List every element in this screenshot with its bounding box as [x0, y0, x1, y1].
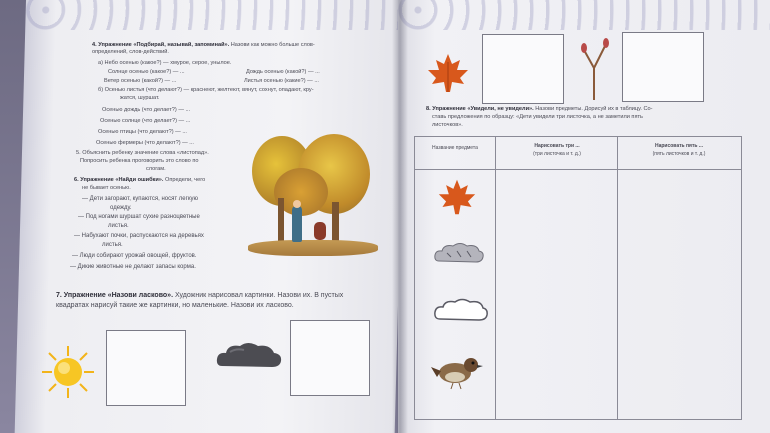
ex6-item5: — Дикие животные не делают запасы корма. — [70, 264, 196, 270]
autumn-trees-illustration — [248, 128, 378, 258]
table-header-name: Название предмета — [432, 145, 478, 151]
ex5-line3: слогам. — [146, 166, 166, 172]
ex4-line-a3b: Листья осенью (какие?) — ... — [244, 78, 319, 84]
ex4-line-a2: Солнце осенью (какое?) — ... — [108, 69, 185, 75]
ex8-empty-box-1[interactable] — [482, 34, 564, 104]
ex6-item3: — Набухают почки, распускаются на деревьях — [74, 233, 204, 239]
table-row-sparrow — [431, 351, 485, 391]
child-figure — [292, 206, 302, 242]
ex7-empty-box-1[interactable] — [106, 330, 186, 406]
ex4-line-c2: Осенью солнце (что делает?) — ... — [100, 118, 191, 124]
ex7-heading: 7. Упражнение «Назови ласково». Художник нарисовал картинки. Назови их. В пустых — [56, 292, 344, 299]
ex4-heading: 4. Упражнение «Подбирай, называй, запоминай». Назови как можно больше слов- — [92, 42, 315, 48]
table-row-rain-cloud — [433, 241, 485, 265]
ex4-line-c1: Осенью дождь (что делает?) — ... — [102, 107, 191, 113]
ex8-heading-cont2: листочков». — [432, 122, 463, 128]
sun-icon — [40, 344, 96, 400]
ex6-heading: 6. Упражнение «Найди ошибки». Определи, чего — [74, 177, 206, 183]
ex6-item3b: листья. — [102, 242, 123, 248]
rain-cloud-icon — [214, 340, 284, 372]
table-subheader-three: (три листочка и т. д.) — [533, 151, 581, 157]
ex7-heading-cont: квадратах нарисуй такие же картинки, но маленькие. Назови их ласково. — [56, 302, 294, 309]
ex4-line-b: б) Осенью листья (что делают?) — краснеют, желтеют, вянут, сохнут, опадают, кру- — [98, 87, 314, 93]
ex6-heading-cont: не бывает осенью. — [82, 185, 131, 191]
table-row-cloud — [433, 297, 489, 323]
ex4-line-a2b: Дождь осенью (какой?) — ... — [246, 69, 320, 75]
ex8-heading: 8. Упражнение «Увидели, не увидели». Назови предметы. Дорисуй их в таблицу. Со- — [426, 106, 653, 112]
ex6-item2b: листья. — [108, 223, 129, 229]
adult-figure — [314, 222, 326, 240]
table-header-three: Нарисовать три ... — [534, 143, 580, 149]
ex8-heading-cont: ставь предложения по образцу: «Дети увидели три листочка, а не заметили пять — [432, 114, 643, 120]
table-row-maple-leaf — [437, 177, 477, 217]
ex4-heading-cont: определений, слов-действий. — [92, 49, 169, 55]
twig-with-buds-icon — [578, 38, 612, 102]
ex6-item1: — Дети загорают, купаются, носят легкую — [82, 196, 199, 202]
ex6-item1b: одежду. — [110, 205, 132, 211]
ex6-item4: — Люди собирают урожай овощей, фруктов. — [72, 253, 197, 259]
table-subheader-five: (пять листочков и т. д.) — [652, 151, 706, 157]
ex7-empty-box-2[interactable] — [290, 320, 370, 396]
maple-leaf-icon — [426, 52, 470, 94]
ex4-line-a: а) Небо осенью (какое?) — хмурое, серое, унылое. — [98, 60, 232, 66]
ex4-line-c4: Осенью фермеры (что делают?) — ... — [96, 140, 194, 146]
ex4-line-b2: жатся, шуршат. — [120, 95, 160, 101]
items-table — [414, 136, 742, 420]
ex6-item2: — Под ногами шуршат сухие разноцветные — [78, 214, 200, 220]
ex8-empty-box-2[interactable] — [622, 32, 704, 102]
ex4-line-a3: Ветер осенью (какой?) — ... — [104, 78, 177, 84]
ex5-line1: 5. Объяснить ребенку значение слова «листопад». — [76, 150, 209, 156]
book-gutter — [392, 0, 408, 433]
table-header-five: Нарисовать пять ... — [654, 143, 704, 149]
ex5-line2: Попросить ребенка проговорить это слово по — [80, 158, 199, 164]
ex4-line-c3: Осенью птицы (что делают?) — ... — [98, 129, 187, 135]
